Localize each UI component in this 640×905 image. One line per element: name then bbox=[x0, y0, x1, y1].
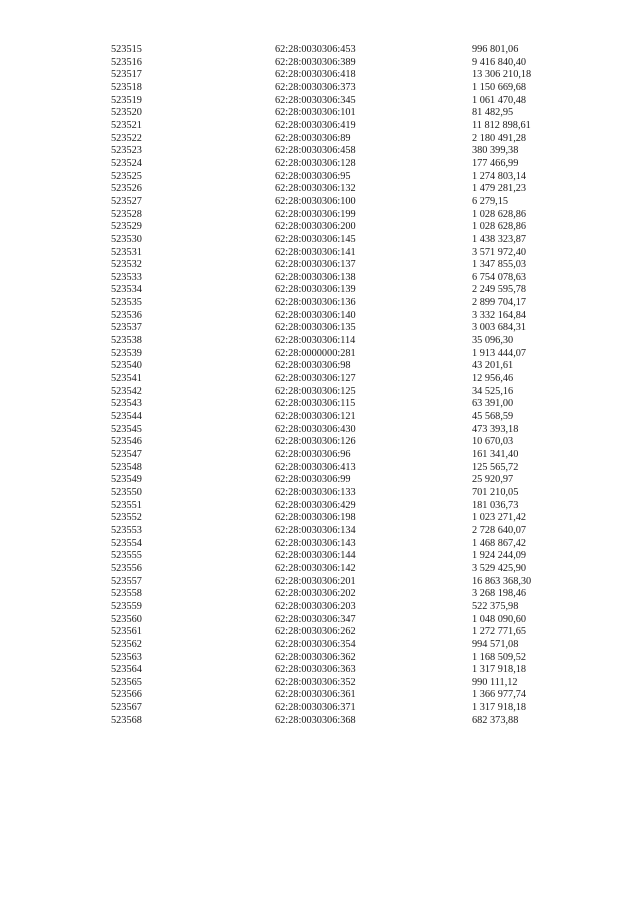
cadastral-value-cell: 1 028 628,86 bbox=[472, 221, 527, 233]
cadastral-number-cell: 62:28:0030306:121 bbox=[275, 411, 356, 423]
cadastral-value-cell: 1 438 323,87 bbox=[472, 233, 527, 245]
cadastral-number-cell: 62:28:0030306:201 bbox=[275, 575, 356, 587]
cadastral-number-cell: 62:28:0030306:347 bbox=[275, 613, 356, 625]
cadastral-value-cell: 1 150 669,68 bbox=[472, 81, 527, 93]
cadastral-value-cell: 473 393,18 bbox=[472, 423, 519, 435]
row-number-cell: 523557 bbox=[111, 575, 142, 587]
cadastral-value-cell: 6 279,15 bbox=[472, 195, 509, 207]
cadastral-value-cell: 990 111,12 bbox=[472, 676, 518, 688]
row-number-cell: 523567 bbox=[111, 702, 142, 714]
cadastral-number-cell: 62:28:0030306:352 bbox=[275, 676, 356, 688]
table-row bbox=[0, 284, 640, 297]
cadastral-number-cell: 62:28:0030306:199 bbox=[275, 208, 356, 220]
row-number-cell: 523524 bbox=[111, 157, 142, 169]
cadastral-number-cell: 62:28:0030306:362 bbox=[275, 651, 356, 663]
row-number-cell: 523552 bbox=[111, 512, 142, 524]
cadastral-value-cell: 1 317 918,18 bbox=[472, 702, 527, 714]
table-row bbox=[0, 664, 640, 677]
table-row bbox=[0, 474, 640, 487]
table-row bbox=[0, 221, 640, 234]
cadastral-number-cell: 62:28:0030306:389 bbox=[275, 56, 356, 68]
row-number-cell: 523533 bbox=[111, 271, 142, 283]
cadastral-value-cell: 9 416 840,40 bbox=[472, 56, 527, 68]
row-number-cell: 523550 bbox=[111, 486, 142, 498]
row-number-cell: 523528 bbox=[111, 208, 142, 220]
row-number-cell: 523532 bbox=[111, 259, 142, 271]
cadastral-value-table bbox=[0, 44, 640, 727]
table-row bbox=[0, 601, 640, 614]
cadastral-value-cell: 1 023 271,42 bbox=[472, 512, 527, 524]
cadastral-number-cell: 62:28:0030306:98 bbox=[275, 360, 351, 372]
table-row bbox=[0, 57, 640, 70]
row-number-cell: 523563 bbox=[111, 651, 142, 663]
row-number-cell: 523541 bbox=[111, 373, 142, 385]
cadastral-value-cell: 3 529 425,90 bbox=[472, 562, 527, 574]
row-number-cell: 523566 bbox=[111, 689, 142, 701]
cadastral-value-cell: 1 272 771,65 bbox=[472, 626, 527, 638]
cadastral-number-cell: 62:28:0030306:137 bbox=[275, 259, 356, 271]
table-row bbox=[0, 411, 640, 424]
row-number-cell: 523564 bbox=[111, 664, 142, 676]
cadastral-value-cell: 3 332 164,84 bbox=[472, 309, 527, 321]
cadastral-value-cell: 1 028 628,86 bbox=[472, 208, 527, 220]
cadastral-number-cell: 62:28:0030306:125 bbox=[275, 385, 356, 397]
table-row bbox=[0, 158, 640, 171]
cadastral-number-cell: 62:28:0030306:126 bbox=[275, 436, 356, 448]
cadastral-value-cell: 34 525,16 bbox=[472, 385, 514, 397]
table-row bbox=[0, 398, 640, 411]
cadastral-number-cell: 62:28:0030306:133 bbox=[275, 486, 356, 498]
cadastral-number-cell: 62:28:0030306:429 bbox=[275, 499, 356, 511]
row-number-cell: 523523 bbox=[111, 145, 142, 157]
row-number-cell: 523562 bbox=[111, 638, 142, 650]
table-row bbox=[0, 373, 640, 386]
row-number-cell: 523548 bbox=[111, 461, 142, 473]
row-number-cell: 523542 bbox=[111, 385, 142, 397]
row-number-cell: 523565 bbox=[111, 676, 142, 688]
cadastral-number-cell: 62:28:0030306:144 bbox=[275, 550, 356, 562]
row-number-cell: 523561 bbox=[111, 626, 142, 638]
table-row bbox=[0, 272, 640, 285]
cadastral-number-cell: 62:28:0030306:363 bbox=[275, 664, 356, 676]
table-row bbox=[0, 133, 640, 146]
row-number-cell: 523568 bbox=[111, 714, 142, 726]
row-number-cell: 523543 bbox=[111, 398, 142, 410]
row-number-cell: 523515 bbox=[111, 44, 142, 55]
table-row bbox=[0, 322, 640, 335]
cadastral-value-cell: 1 061 470,48 bbox=[472, 94, 527, 106]
cadastral-value-cell: 3 268 198,46 bbox=[472, 588, 527, 600]
row-number-cell: 523518 bbox=[111, 81, 142, 93]
cadastral-value-cell: 10 670,03 bbox=[472, 436, 514, 448]
cadastral-number-cell: 62:28:0030306:345 bbox=[275, 94, 356, 106]
row-number-cell: 523558 bbox=[111, 588, 142, 600]
cadastral-value-cell: 1 048 090,60 bbox=[472, 613, 527, 625]
table-row bbox=[0, 196, 640, 209]
row-number-cell: 523540 bbox=[111, 360, 142, 372]
cadastral-value-cell: 16 863 368,30 bbox=[472, 575, 532, 587]
table-row bbox=[0, 247, 640, 260]
row-number-cell: 523560 bbox=[111, 613, 142, 625]
table-row bbox=[0, 82, 640, 95]
cadastral-value-cell: 161 341,40 bbox=[472, 449, 519, 460]
cadastral-number-cell: 62:28:0030306:413 bbox=[275, 461, 356, 473]
cadastral-value-cell: 12 956,46 bbox=[472, 373, 514, 385]
table-row bbox=[0, 588, 640, 601]
cadastral-number-cell: 62:28:0030306:371 bbox=[275, 702, 356, 714]
cadastral-number-cell: 62:28:0030306:101 bbox=[275, 107, 356, 119]
table-row bbox=[0, 702, 640, 715]
table-row bbox=[0, 652, 640, 665]
cadastral-number-cell: 62:28:0030306:373 bbox=[275, 81, 356, 93]
cadastral-number-cell: 62:28:0030306:132 bbox=[275, 183, 356, 195]
row-number-cell: 523546 bbox=[111, 436, 142, 448]
cadastral-value-cell: 35 096,30 bbox=[472, 335, 514, 347]
cadastral-number-cell: 62:28:0000000:281 bbox=[275, 347, 356, 359]
cadastral-value-cell: 177 466,99 bbox=[472, 157, 519, 169]
cadastral-value-cell: 1 274 803,14 bbox=[472, 170, 527, 182]
cadastral-number-cell: 62:28:0030306:139 bbox=[275, 284, 356, 296]
table-row bbox=[0, 525, 640, 538]
cadastral-value-cell: 1 317 918,18 bbox=[472, 664, 527, 676]
table-row bbox=[0, 563, 640, 576]
table-row bbox=[0, 107, 640, 120]
cadastral-number-cell: 62:28:0030306:262 bbox=[275, 626, 356, 638]
table-row bbox=[0, 386, 640, 399]
cadastral-value-cell: 6 754 078,63 bbox=[472, 271, 527, 283]
table-row bbox=[0, 44, 640, 57]
cadastral-number-cell: 62:28:0030306:145 bbox=[275, 233, 356, 245]
table-row bbox=[0, 297, 640, 310]
cadastral-value-cell: 2 249 595,78 bbox=[472, 284, 527, 296]
cadastral-value-cell: 1 366 977,74 bbox=[472, 689, 527, 701]
cadastral-number-cell: 62:28:0030306:136 bbox=[275, 297, 356, 309]
row-number-cell: 523544 bbox=[111, 411, 142, 423]
cadastral-number-cell: 62:28:0030306:127 bbox=[275, 373, 356, 385]
row-number-cell: 523516 bbox=[111, 56, 142, 68]
cadastral-number-cell: 62:28:0030306:368 bbox=[275, 714, 356, 726]
row-number-cell: 523538 bbox=[111, 335, 142, 347]
cadastral-number-cell: 62:28:0030306:115 bbox=[275, 398, 356, 410]
table-row bbox=[0, 689, 640, 702]
row-number-cell: 523554 bbox=[111, 537, 142, 549]
row-number-cell: 523526 bbox=[111, 183, 142, 195]
cadastral-value-cell: 1 468 867,42 bbox=[472, 537, 527, 549]
cadastral-number-cell: 62:28:0030306:99 bbox=[275, 474, 351, 486]
table-row bbox=[0, 576, 640, 589]
row-number-cell: 523539 bbox=[111, 347, 142, 359]
row-number-cell: 523547 bbox=[111, 449, 142, 460]
row-number-cell: 523537 bbox=[111, 322, 142, 334]
cadastral-number-cell: 62:28:0030306:418 bbox=[275, 69, 356, 81]
cadastral-value-cell: 682 373,88 bbox=[472, 714, 519, 726]
cadastral-number-cell: 62:28:0030306:458 bbox=[275, 145, 356, 157]
cadastral-number-cell: 62:28:0030306:100 bbox=[275, 195, 356, 207]
cadastral-number-cell: 62:28:0030306:140 bbox=[275, 309, 356, 321]
table-row bbox=[0, 360, 640, 373]
cadastral-number-cell: 62:28:0030306:198 bbox=[275, 512, 356, 524]
row-number-cell: 523536 bbox=[111, 309, 142, 321]
cadastral-number-cell: 62:28:0030306:203 bbox=[275, 600, 356, 612]
cadastral-number-cell: 62:28:0030306:138 bbox=[275, 271, 356, 283]
cadastral-number-cell: 62:28:0030306:141 bbox=[275, 246, 356, 258]
cadastral-value-cell: 43 201,61 bbox=[472, 360, 514, 372]
table-row bbox=[0, 487, 640, 500]
row-number-cell: 523556 bbox=[111, 562, 142, 574]
cadastral-number-cell: 62:28:0030306:135 bbox=[275, 322, 356, 334]
row-number-cell: 523525 bbox=[111, 170, 142, 182]
row-number-cell: 523534 bbox=[111, 284, 142, 296]
row-number-cell: 523553 bbox=[111, 524, 142, 536]
cadastral-value-cell: 1 913 444,07 bbox=[472, 347, 527, 359]
cadastral-value-cell: 2 728 640,07 bbox=[472, 524, 527, 536]
table-row bbox=[0, 462, 640, 475]
cadastral-number-cell: 62:28:0030306:419 bbox=[275, 119, 356, 131]
cadastral-number-cell: 62:28:0030306:142 bbox=[275, 562, 356, 574]
row-number-cell: 523555 bbox=[111, 550, 142, 562]
table-row bbox=[0, 183, 640, 196]
table-row bbox=[0, 234, 640, 247]
cadastral-number-cell: 62:28:0030306:354 bbox=[275, 638, 356, 650]
table-row bbox=[0, 348, 640, 361]
row-number-cell: 523519 bbox=[111, 94, 142, 106]
cadastral-value-cell: 25 920,97 bbox=[472, 474, 514, 486]
cadastral-value-cell: 1 347 855,03 bbox=[472, 259, 527, 271]
cadastral-number-cell: 62:28:0030306:134 bbox=[275, 524, 356, 536]
table-row bbox=[0, 95, 640, 108]
table-row bbox=[0, 145, 640, 158]
table-row bbox=[0, 639, 640, 652]
cadastral-value-cell: 1 168 509,52 bbox=[472, 651, 527, 663]
cadastral-value-cell: 2 899 704,17 bbox=[472, 297, 527, 309]
table-row bbox=[0, 171, 640, 184]
cadastral-value-cell: 1 924 244,09 bbox=[472, 550, 527, 562]
cadastral-value-cell: 3 003 684,31 bbox=[472, 322, 527, 334]
cadastral-value-cell: 13 306 210,18 bbox=[472, 69, 532, 81]
cadastral-value-cell: 3 571 972,40 bbox=[472, 246, 527, 258]
table-row bbox=[0, 259, 640, 272]
row-number-cell: 523559 bbox=[111, 600, 142, 612]
table-row bbox=[0, 538, 640, 551]
row-number-cell: 523531 bbox=[111, 246, 142, 258]
table-row bbox=[0, 449, 640, 462]
row-number-cell: 523521 bbox=[111, 119, 142, 131]
cadastral-number-cell: 62:28:0030306:128 bbox=[275, 157, 356, 169]
cadastral-value-cell: 45 568,59 bbox=[472, 411, 514, 423]
cadastral-value-cell: 81 482,95 bbox=[472, 107, 514, 119]
table-row bbox=[0, 120, 640, 133]
table-row bbox=[0, 209, 640, 222]
table-row bbox=[0, 436, 640, 449]
table-row bbox=[0, 69, 640, 82]
cadastral-number-cell: 62:28:0030306:453 bbox=[275, 44, 356, 55]
cadastral-number-cell: 62:28:0030306:430 bbox=[275, 423, 356, 435]
cadastral-number-cell: 62:28:0030306:114 bbox=[275, 335, 356, 347]
row-number-cell: 523517 bbox=[111, 69, 142, 81]
cadastral-number-cell: 62:28:0030306:361 bbox=[275, 689, 356, 701]
row-number-cell: 523535 bbox=[111, 297, 142, 309]
table-row bbox=[0, 500, 640, 513]
cadastral-number-cell: 62:28:0030306:95 bbox=[275, 170, 351, 182]
row-number-cell: 523551 bbox=[111, 499, 142, 511]
cadastral-value-cell: 522 375,98 bbox=[472, 600, 519, 612]
table-row bbox=[0, 626, 640, 639]
table-row bbox=[0, 335, 640, 348]
cadastral-value-cell: 380 399,38 bbox=[472, 145, 519, 157]
cadastral-number-cell: 62:28:0030306:89 bbox=[275, 132, 351, 144]
cadastral-value-cell: 996 801,06 bbox=[472, 44, 519, 55]
row-number-cell: 523530 bbox=[111, 233, 142, 245]
cadastral-number-cell: 62:28:0030306:200 bbox=[275, 221, 356, 233]
cadastral-number-cell: 62:28:0030306:143 bbox=[275, 537, 356, 549]
row-number-cell: 523549 bbox=[111, 474, 142, 486]
table-row bbox=[0, 677, 640, 690]
cadastral-value-cell: 994 571,08 bbox=[472, 638, 519, 650]
cadastral-value-cell: 125 565,72 bbox=[472, 461, 519, 473]
cadastral-value-cell: 63 391,00 bbox=[472, 398, 514, 410]
table-row bbox=[0, 550, 640, 563]
table-row bbox=[0, 614, 640, 627]
row-number-cell: 523527 bbox=[111, 195, 142, 207]
table-row bbox=[0, 310, 640, 323]
cadastral-value-cell: 2 180 491,28 bbox=[472, 132, 527, 144]
row-number-cell: 523545 bbox=[111, 423, 142, 435]
row-number-cell: 523520 bbox=[111, 107, 142, 119]
cadastral-number-cell: 62:28:0030306:96 bbox=[275, 449, 351, 460]
cadastral-number-cell: 62:28:0030306:202 bbox=[275, 588, 356, 600]
row-number-cell: 523529 bbox=[111, 221, 142, 233]
table-row bbox=[0, 512, 640, 525]
table-row bbox=[0, 424, 640, 437]
cadastral-value-cell: 1 479 281,23 bbox=[472, 183, 527, 195]
cadastral-value-cell: 11 812 898,61 bbox=[472, 119, 531, 131]
row-number-cell: 523522 bbox=[111, 132, 142, 144]
table-row bbox=[0, 715, 640, 728]
cadastral-value-cell: 701 210,05 bbox=[472, 486, 519, 498]
cadastral-value-cell: 181 036,73 bbox=[472, 499, 519, 511]
